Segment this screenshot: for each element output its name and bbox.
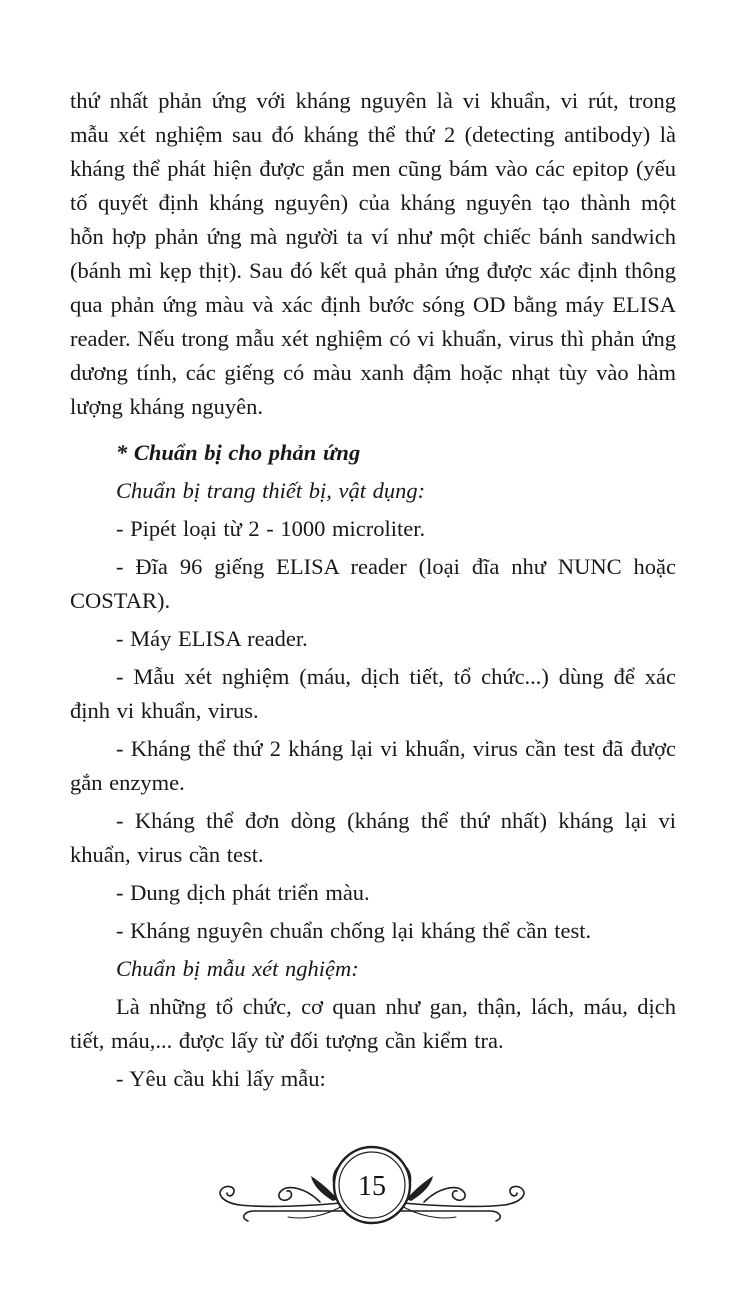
page-footer bbox=[202, 1132, 542, 1249]
floral-divider-ornament bbox=[202, 1132, 542, 1244]
body-paragraph-sample-sources: Là những tổ chức, cơ quan như gan, thận, lách, máu, dịch tiết, máu,... được lấy từ đối tượng cần kiểm tra. bbox=[70, 994, 676, 1053]
heading-preparation: * Chuẩn bị cho phản ứng bbox=[116, 440, 361, 465]
equipment-list-item: - Mẫu xét nghiệm (máu, dịch tiết, tổ chức...) dùng để xác định vi khuẩn, virus. bbox=[70, 664, 676, 723]
subheading-equipment: Chuẩn bị trang thiết bị, vật dụng: bbox=[116, 478, 426, 503]
equipment-list-item: - Máy ELISA reader. bbox=[116, 626, 308, 651]
equipment-list-item: - Kháng thể thứ 2 kháng lại vi khuẩn, virus cần test đã được gắn enzyme. bbox=[70, 736, 676, 795]
equipment-list-item: - Pipét loại từ 2 - 1000 microliter. bbox=[116, 516, 426, 541]
page-body bbox=[70, 84, 676, 1100]
equipment-list-item: - Kháng nguyên chuẩn chống lại kháng thể cần test. bbox=[116, 918, 592, 943]
equipment-list-item: - Đĩa 96 giếng ELISA reader (loại đĩa như NUNC hoặc COSTAR). bbox=[70, 554, 676, 613]
page-number: 15 bbox=[358, 1171, 386, 1202]
equipment-list-item: - Kháng thể đơn dòng (kháng thể thứ nhất) kháng lại vi khuẩn, virus cần test. bbox=[70, 808, 676, 867]
body-paragraph-elisa-description: thứ nhất phản ứng với kháng nguyên là vi khuẩn, vi rút, trong mẫu xét nghiệm sau đó kháng thể thứ 2 (detecting antibody) là kháng thể phát hiện được gắn men cũng bám vào các epitop (yếu tố quyết định kháng nguyên) của kháng nguyên tạo thành một hỗn hợp phản ứng mà người ta ví như một chiếc bánh sandwich (bánh mì kẹp thịt). Sau đó kết quả phản ứng được xác định thông qua phản ứng màu và xác định bước sóng OD bằng máy ELISA reader. Nếu trong mẫu xét nghiệm có vi khuẩn, virus thì phản ứng dương tính, các giếng có màu xanh đậm hoặc nhạt tùy vào hàm lượng kháng nguyên. bbox=[70, 88, 676, 419]
list-item-sampling-requirements: - Yêu cầu khi lấy mẫu: bbox=[116, 1066, 326, 1091]
equipment-list-item: - Dung dịch phát triển màu. bbox=[116, 880, 370, 905]
subheading-sample-prep: Chuẩn bị mẫu xét nghiệm: bbox=[116, 956, 359, 981]
